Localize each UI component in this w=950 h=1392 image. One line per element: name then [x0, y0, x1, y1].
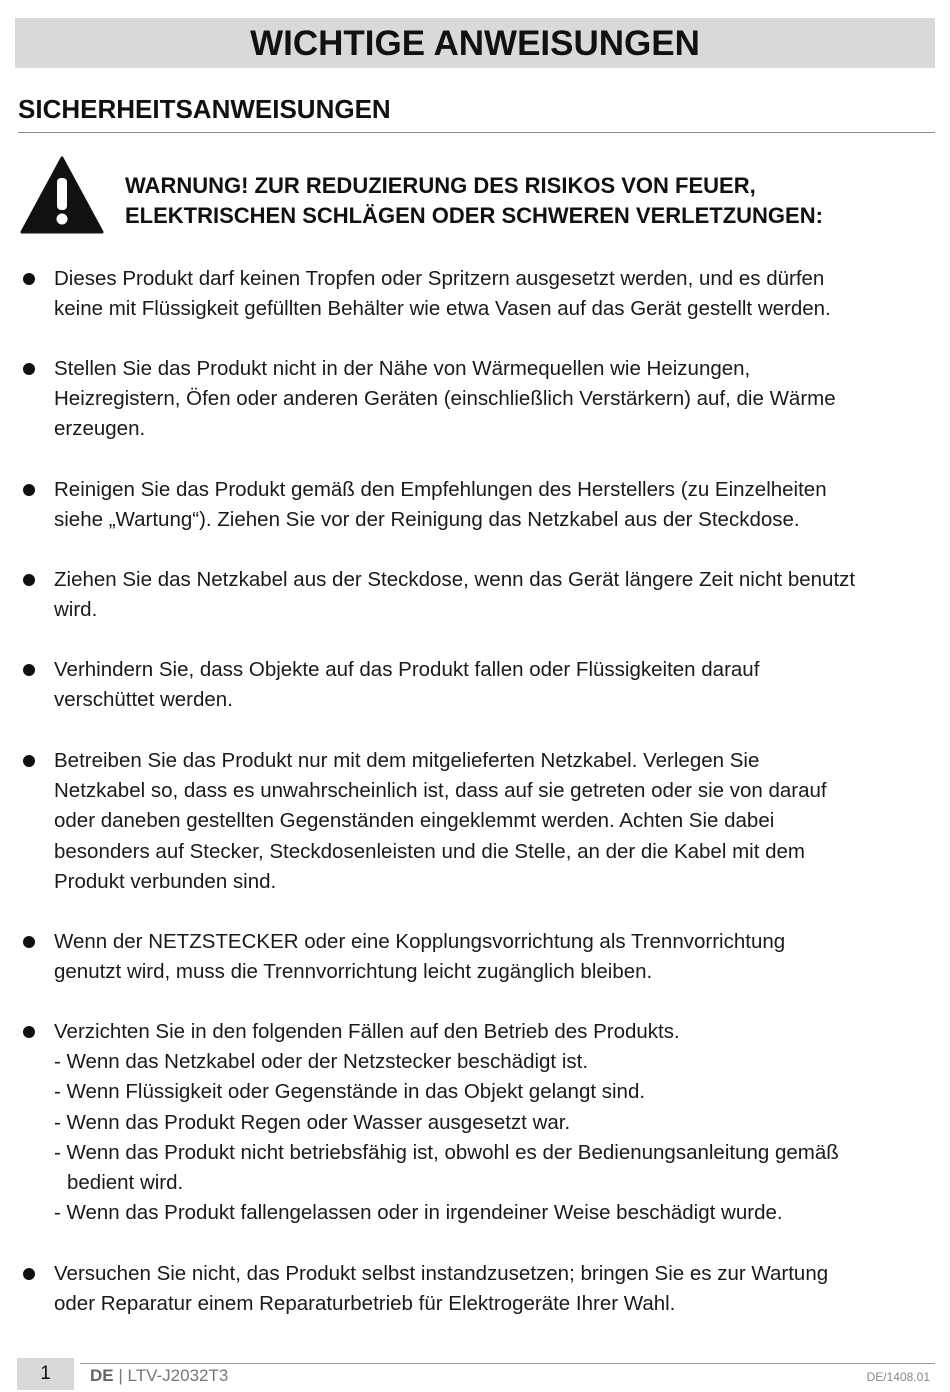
- list-item-line: Versuchen Sie nicht, das Produkt selbst instandzusetzen; bringen Sie es zur Wartung: [54, 1262, 829, 1285]
- list-item-line: Reinigen Sie das Produkt gemäß den Empfehlungen des Herstellers (zu Einzelheiten: [54, 478, 827, 501]
- footer-divider: [80, 1363, 935, 1364]
- bullet-icon: [23, 755, 35, 767]
- footer-separator: |: [118, 1366, 123, 1385]
- list-item-line: oder daneben gestellten Gegenständen eingeklemmt werden. Achten Sie dabei: [54, 809, 775, 833]
- list-item-line: genutzt wird, muss die Trennvorrichtung leicht zugänglich bleiben.: [54, 960, 653, 984]
- list-item-line: verschüttet werden.: [54, 688, 233, 712]
- sub-item: - Wenn das Produkt nicht betriebsfähig ist, obwohl es der Bedienungsanleitung gemäß: [54, 1140, 839, 1164]
- sub-item: - Wenn das Produkt Regen oder Wasser ausgesetzt war.: [54, 1110, 571, 1134]
- bullet-icon: [23, 484, 35, 496]
- list-item: [0, 655, 950, 715]
- list-item: [0, 475, 950, 535]
- bullet-icon: [23, 1026, 35, 1038]
- list-item-line: Produkt verbunden sind.: [54, 869, 277, 893]
- list-item-line: siehe „Wartung“). Ziehen Sie vor der Reinigung das Netzkabel aus der Steckdose.: [54, 508, 800, 532]
- list-item-line: Wenn der NETZSTECKER oder eine Kopplungsvorrichtung als Trennvorrichtung: [54, 930, 786, 953]
- warning-line: WARNUNG! ZUR REDUZIERUNG DES RISIKOS VON FEUER,: [125, 173, 756, 198]
- bullet-icon: [23, 574, 35, 586]
- section-heading: SICHERHEITSANWEISUNGEN: [18, 94, 935, 133]
- list-item-line: oder Reparatur einem Reparaturbetrieb für Elektrogeräte Ihrer Wahl.: [54, 1292, 676, 1316]
- list-item-line: besonders auf Stecker, Steckdosenleisten und die Stelle, an der die Kabel mit dem: [54, 839, 805, 863]
- warning-line: ELEKTRISCHEN SCHLÄGEN ODER SCHWEREN VERLETZUNGEN:: [125, 203, 823, 228]
- bullet-icon: [23, 1268, 35, 1280]
- footer-model-number: LTV-J2032T3: [127, 1366, 229, 1385]
- list-item-line: Betreiben Sie das Produkt nur mit dem mitgelieferten Netzkabel. Verlegen Sie: [54, 749, 760, 772]
- list-item: [0, 1017, 950, 1228]
- list-item: [0, 354, 950, 445]
- list-item: [0, 746, 950, 897]
- list-item-line: Verzichten Sie in den folgenden Fällen auf den Betrieb des Produkts.: [54, 1020, 680, 1043]
- bullet-icon: [23, 936, 35, 948]
- list-item-line: erzeugen.: [54, 417, 146, 441]
- list-item-line: Heizregistern, Öfen oder anderen Geräten (einschließlich Verstärkern) auf, die Wärme: [54, 387, 836, 411]
- sub-item: - Wenn Flüssigkeit oder Gegenstände in das Objekt gelangt sind.: [54, 1080, 646, 1104]
- footer-document-code: DE/1408.01: [866, 1370, 930, 1384]
- list-item: [0, 264, 950, 324]
- list-item: [0, 1259, 950, 1319]
- list-item-line: keine mit Flüssigkeit gefüllten Behälter wie etwa Vasen auf das Gerät gestellt werden.: [54, 297, 831, 321]
- list-item: [0, 927, 950, 987]
- list-item-line: Verhindern Sie, dass Objekte auf das Produkt fallen oder Flüssigkeiten darauf: [54, 658, 760, 681]
- footer-language: DE: [90, 1366, 114, 1385]
- list-item: [0, 565, 950, 625]
- sub-item-continuation: bedient wird.: [67, 1171, 184, 1195]
- list-item-line: wird.: [54, 598, 98, 622]
- footer-model: [90, 1366, 228, 1386]
- list-item-line: Stellen Sie das Produkt nicht in der Nähe von Wärmequellen wie Heizungen,: [54, 357, 751, 380]
- sub-item: - Wenn das Produkt fallengelassen oder in irgendeiner Weise beschädigt wurde.: [54, 1201, 783, 1225]
- page-title: WICHTIGE ANWEISUNGEN: [250, 24, 700, 63]
- sub-item: - Wenn das Netzkabel oder der Netzstecker beschädigt ist.: [54, 1050, 589, 1074]
- list-item-line: Dieses Produkt darf keinen Tropfen oder Spritzern ausgesetzt werden, und es dürfen: [54, 267, 825, 290]
- bullet-icon: [23, 363, 35, 375]
- bullet-icon: [23, 273, 35, 285]
- list-item-line: Netzkabel so, dass es unwahrscheinlich ist, dass auf sie getreten oder sie von darauf: [54, 779, 827, 803]
- list-item-line: Ziehen Sie das Netzkabel aus der Steckdose, wenn das Gerät längere Zeit nicht benutzt: [54, 568, 856, 591]
- bullet-icon: [23, 664, 35, 676]
- page-number: 1: [17, 1358, 74, 1390]
